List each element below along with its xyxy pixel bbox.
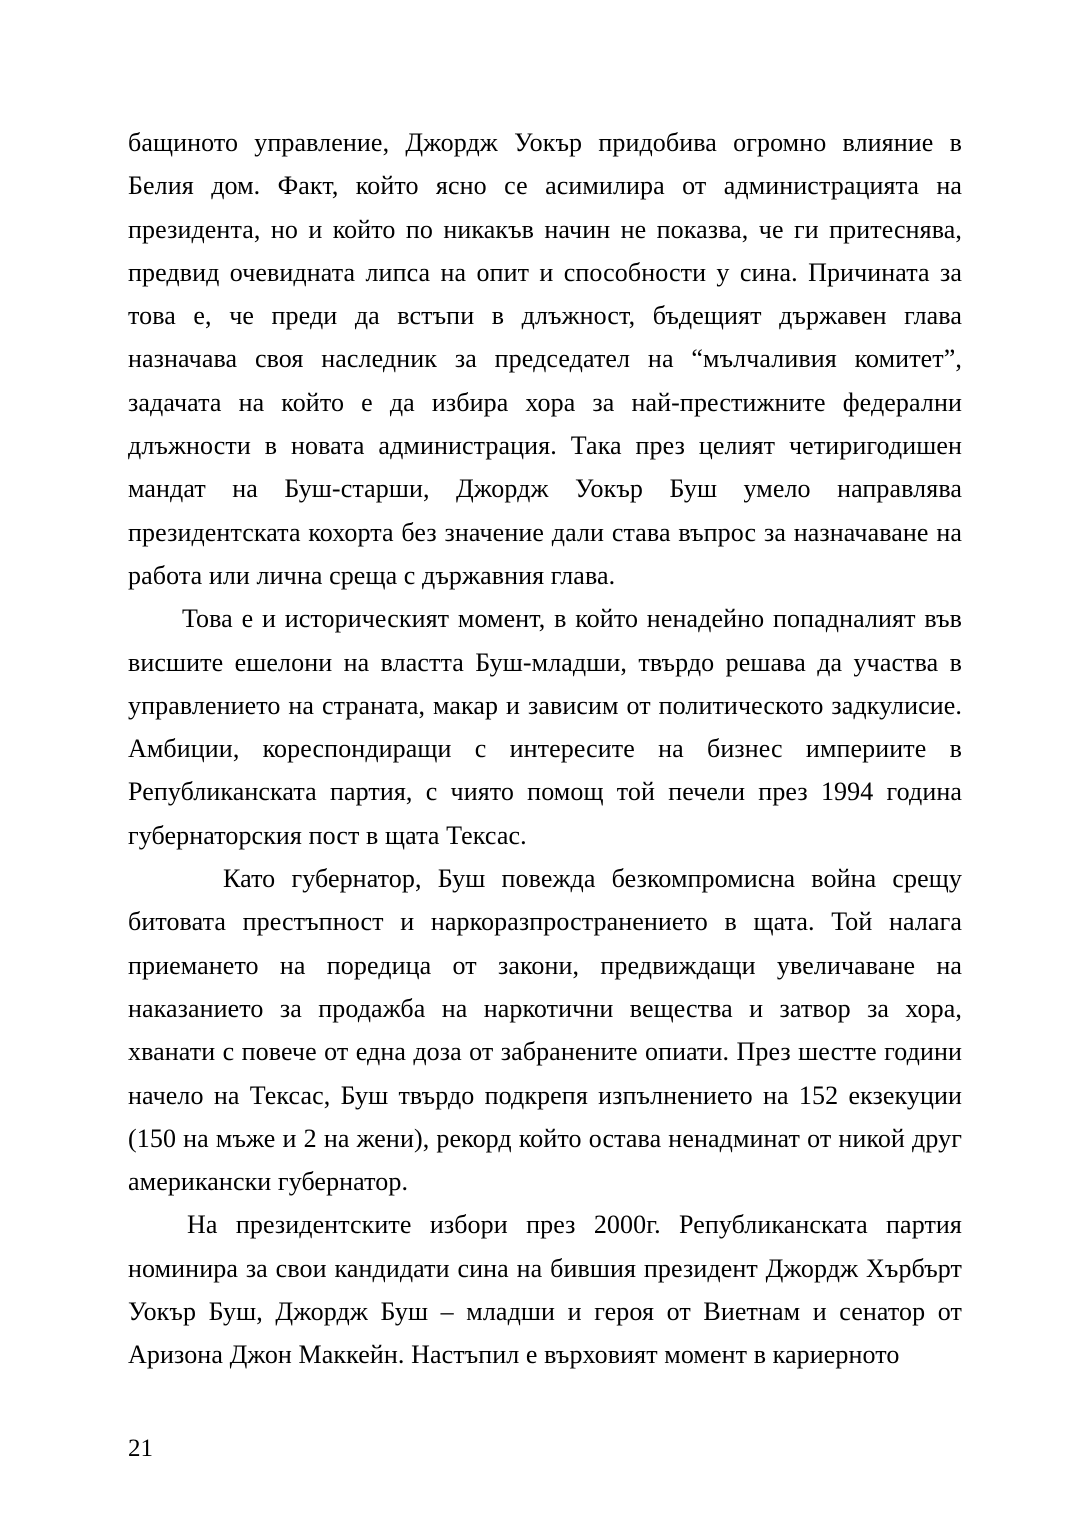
- paragraph-continued: бащиното управление, Джордж Уокър придобива огромно влияние в Белия дом. Факт, който ясно се асимилира от администрацията на президента, но и който по никакъв начин не показва, че ги притеснява, предвид очевидната липса на опит и способности у сина. Причината за това е, че преди да встъпи в длъжност, бъдещият държавен глава назначава своя наследник за председател на “мълчаливия комитет”, задачата на който е да избира хора за най-престижните федерални длъжности в новата администрация. Така през целият четиригодишен мандат на Буш-старши, Джордж Уокър Буш умело направлява президентската кохорта без значение дали става въпрос за назначаване на работа или лична среща с държавния глава.: [128, 128, 962, 590]
- paragraph: На президентските избори през 2000г. Републиканската партия номинира за свои кандидати сина на бившия президент Джордж Хърбърт Уокър Буш, Джордж Буш – младши и героя от Виетнам и сенатор от Аризона Джон Маккейн. Настъпил е върховият момент в кариерното: [128, 1210, 962, 1370]
- paragraph: Това е и историческият момент, в който ненадейно попадналият във висшите ешелони на властта Буш-младши, твърдо решава да участва в управлението на страната, макар и зависим от политическото задкулисие. Амбиции, кореспондиращи с интересите на бизнес империите в Републиканската партия, с чиято помощ той печели през 1994 година губернаторския пост в щата Тексас.: [128, 604, 962, 850]
- body-text: [128, 121, 962, 1377]
- paragraph: Като губернатор, Буш повежда безкомпромисна война срещу битовата престъпност и наркоразпространението в щата. Той налага приемането на поредица от закони, предвиждащи увеличаване на наказанието за продажба на наркотични вещества и затвор за хора, хванати с повече от една доза от забранените опиати. През шестте години начело на Тексас, Буш твърдо подкрепя изпълнението на 152 екзекуции (150 на мъже и 2 на жени), рекорд който остава ненадминат от никой друг американски губернатор.: [128, 864, 962, 1197]
- page-number: 21: [128, 1435, 153, 1462]
